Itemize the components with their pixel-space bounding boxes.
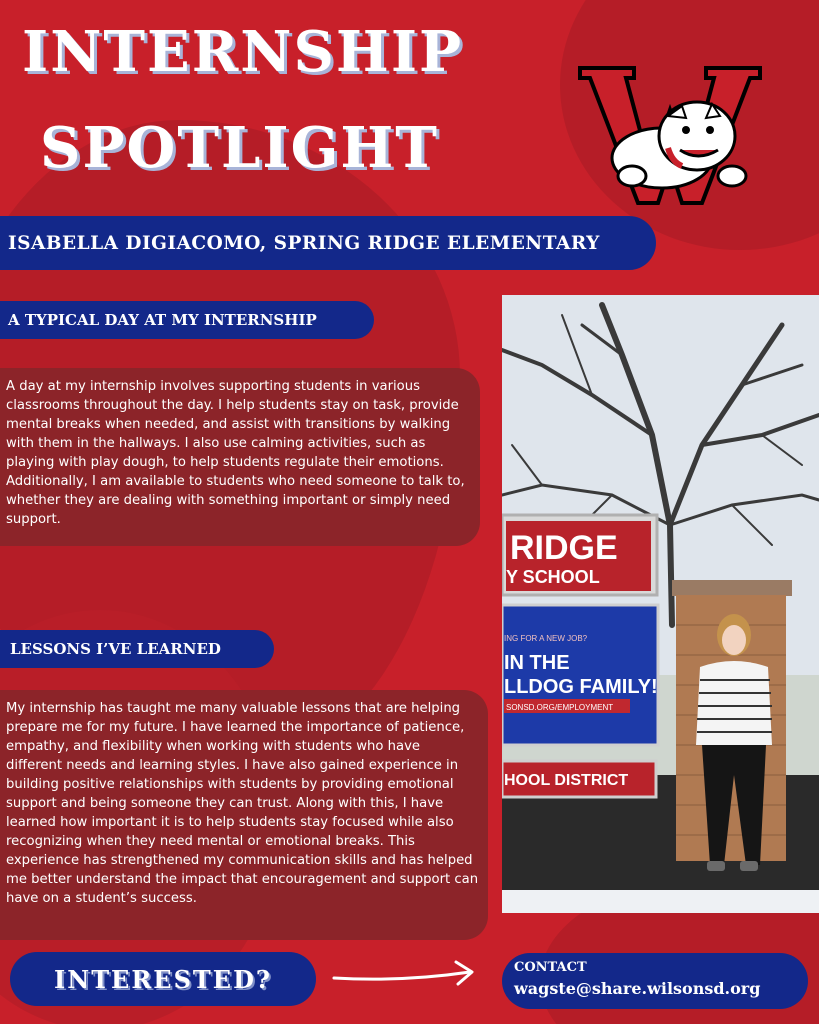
screen-text: ING FOR A NEW JOB? [504,634,588,643]
section-heading-typical-day: A TYPICAL DAY AT MY INTERNSHIP [0,301,374,339]
bulldog-mascot-icon [572,58,768,208]
interested-button[interactable]: INTERESTED? [10,952,316,1006]
screen-text: SONSD.ORG/EMPLOYMENT [506,703,614,712]
page-title-line1: INTERNSHIP [22,19,464,85]
section-body-lessons: My internship has taught me many valuable lessons that are helping prepare me for my future. I have learned the importance of patience, empathy, and flexibility when working with students who have different needs and learning styles. I have also gained experience in building positive relationships with students by providing emotional support and being someone they can trust. Along with this, I have learned how important it is to help students stay focused while also recognizing when they need mental or emotional breaks. This experience has strengthened my communication skills and has helped me better understand the impact that encouragement and support can have on a student’s success. [0,690,488,940]
sign-text: HOOL DISTRICT [504,772,629,789]
intern-name-banner: ISABELLA DIGIACOMO, SPRING RIDGE ELEMENTARY [0,216,656,270]
sign-text: RIDGE [510,529,618,567]
screen-text: LLDOG FAMILY! [504,676,658,698]
contact-label: CONTACT [514,960,587,975]
section-body-typical-day: A day at my internship involves supporting students in various classrooms throughout the day. I help students stay on task, provide mental breaks when needed, and assist with transitions by walking with them in the hallways. I also use calming activities, such as playing with play dough, to help students regulate their emotions. Additionally, I am available to students who need someone to talk to, whether they are dealing with something important or simply need support. [0,368,480,546]
screen-text: IN THE [504,652,570,674]
contact-box [502,953,808,1009]
arrow-right-icon [332,958,477,988]
sign-text: Y SCHOOL [506,567,600,587]
intern-photo [502,295,819,913]
contact-email-link[interactable]: wagste@share.wilsonsd.org [514,979,761,998]
page-title-line2: SPOTLIGHT [40,115,439,181]
section-heading-lessons: LESSONS I’VE LEARNED [0,630,274,668]
